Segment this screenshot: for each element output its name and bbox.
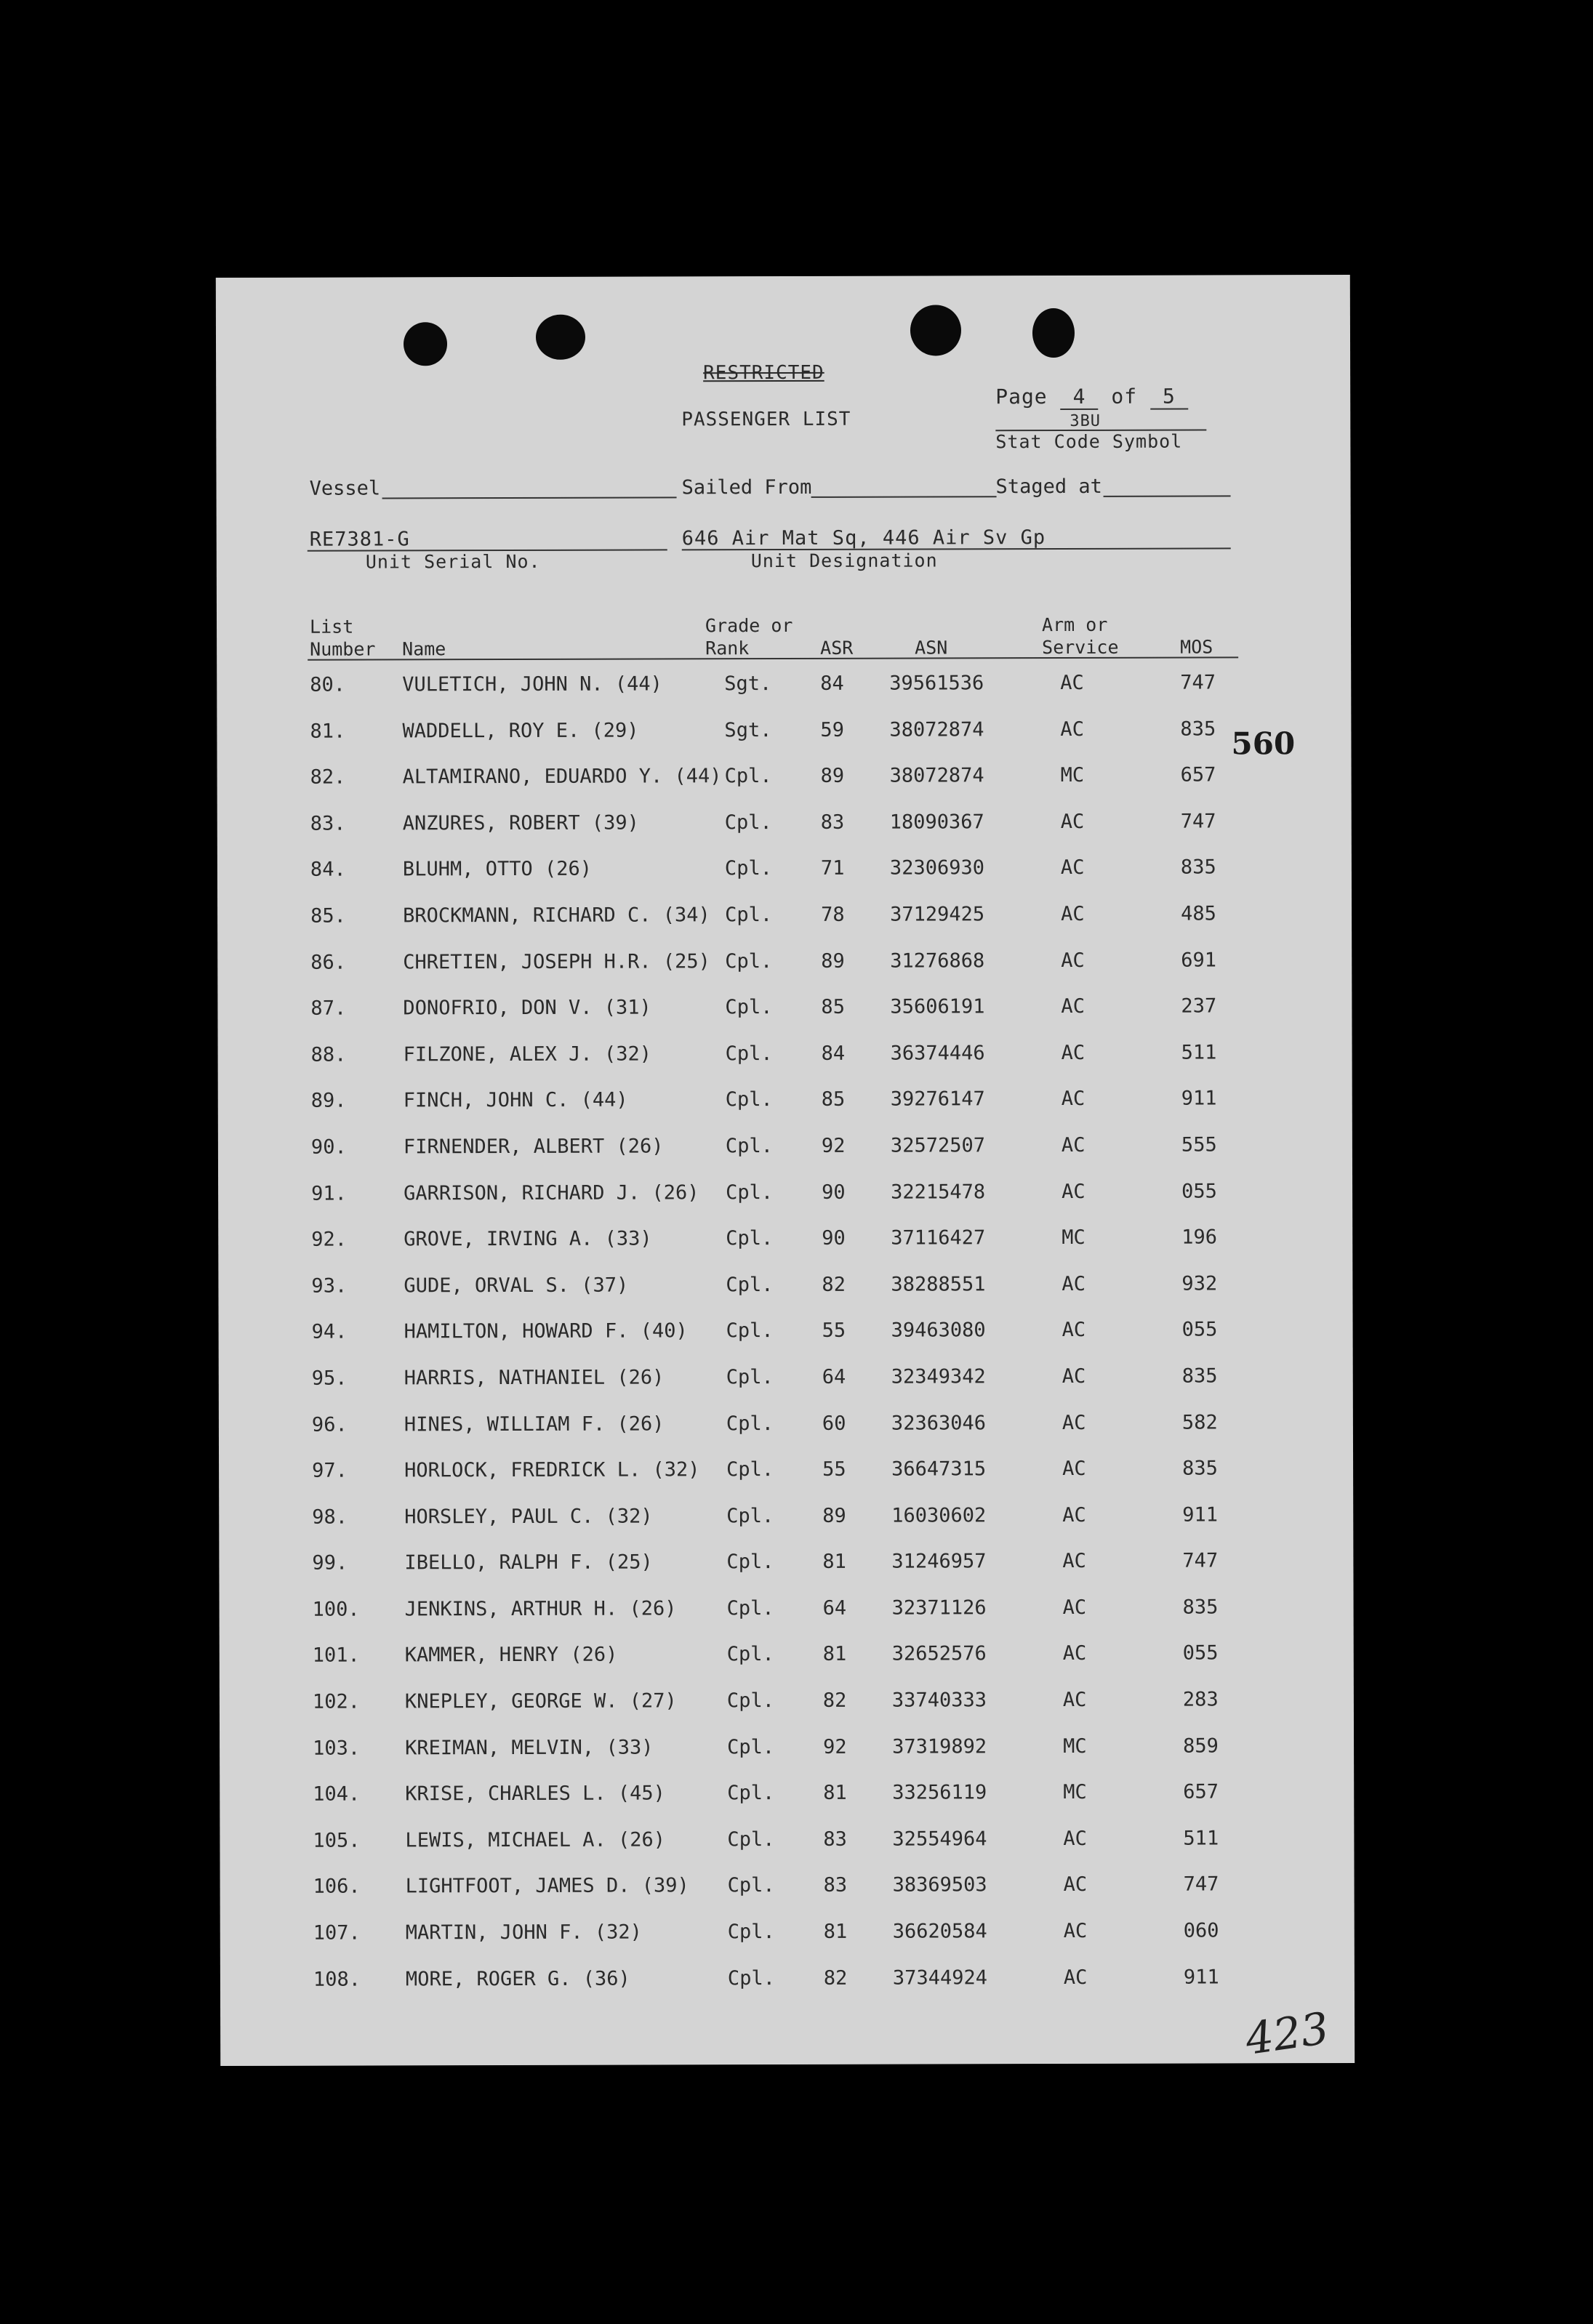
- staged-at-label: Staged at: [995, 475, 1102, 499]
- asn-cell: 39276147: [890, 1087, 985, 1111]
- column-header-name: Name: [402, 638, 446, 660]
- list-number-cell: 83.: [310, 812, 346, 835]
- asn-cell: 32572507: [890, 1134, 985, 1157]
- asr-cell: 83: [823, 1828, 847, 1851]
- passenger-name-cell: HORLOCK, FREDRICK L. (32): [404, 1458, 700, 1482]
- grade-cell: Cpl.: [724, 765, 772, 788]
- arm-service-cell: AC: [1062, 1503, 1086, 1527]
- passenger-name-cell: BLUHM, OTTO (26): [402, 858, 593, 881]
- punch-hole: [536, 315, 585, 360]
- arm-service-cell: AC: [1063, 1919, 1088, 1943]
- mos-cell: 055: [1181, 1179, 1217, 1203]
- asr-cell: 83: [820, 811, 845, 834]
- asr-cell: 55: [822, 1319, 846, 1343]
- asr-cell: 85: [821, 995, 845, 1019]
- list-number-cell: 85.: [310, 904, 346, 928]
- header-text: Arm or: [1041, 614, 1108, 636]
- asn-cell: 31276868: [890, 949, 985, 973]
- list-number-cell: 93.: [311, 1274, 348, 1298]
- asr-cell: 90: [822, 1226, 846, 1250]
- table-row: [219, 1457, 1353, 1506]
- asr-cell: 55: [822, 1457, 846, 1481]
- list-number-cell: 107.: [313, 1921, 361, 1945]
- mos-cell: 835: [1181, 1364, 1218, 1388]
- arm-service-cell: AC: [1063, 1873, 1088, 1897]
- header-text: List: [310, 616, 354, 638]
- asn-cell: 31246957: [891, 1550, 987, 1573]
- passenger-name-cell: HAMILTON, HOWARD F. (40): [404, 1319, 688, 1343]
- table-row: [218, 1179, 1352, 1229]
- list-number-cell: 92.: [311, 1228, 348, 1251]
- passenger-name-cell: MORE, ROGER G. (36): [405, 1967, 630, 1990]
- asn-cell: 37344924: [892, 1966, 987, 1990]
- column-header-list-number: [310, 615, 375, 660]
- asr-cell: 71: [820, 857, 845, 880]
- asn-cell: 36620584: [892, 1920, 987, 1943]
- arm-service-cell: AC: [1062, 1411, 1086, 1434]
- mos-cell: 691: [1181, 949, 1217, 972]
- unit-serial-value: RE7381-G: [309, 528, 410, 551]
- list-number-cell: 97.: [312, 1459, 348, 1482]
- table-row: [220, 1873, 1355, 1922]
- mos-cell: 835: [1182, 1457, 1218, 1480]
- staged-at-line: [1104, 495, 1231, 496]
- grade-cell: Cpl.: [724, 857, 772, 880]
- mos-cell: 747: [1182, 1549, 1219, 1572]
- asn-cell: 37319892: [892, 1734, 987, 1758]
- column-header-grade: [705, 614, 793, 659]
- grade-cell: Cpl.: [726, 1227, 774, 1250]
- column-header-mos: MOS: [1180, 636, 1213, 658]
- asr-cell: 81: [823, 1782, 847, 1805]
- passenger-name-cell: BROCKMANN, RICHARD C. (34): [403, 904, 710, 928]
- asn-cell: 37129425: [890, 903, 985, 926]
- list-number-cell: 102.: [312, 1690, 360, 1713]
- punch-hole: [910, 305, 961, 355]
- unit-designation-value: 646 Air Mat Sq, 446 Air Sv Gp: [681, 526, 1046, 550]
- arm-service-cell: AC: [1062, 1688, 1087, 1712]
- of-label: of: [1111, 384, 1138, 409]
- asr-cell: 59: [820, 718, 844, 741]
- list-number-cell: 99.: [312, 1551, 348, 1575]
- list-number-cell: 94.: [311, 1320, 348, 1344]
- grade-cell: Cpl.: [725, 1042, 773, 1065]
- table-row: [220, 1641, 1354, 1691]
- passenger-name-cell: KREIMAN, MELVIN, (33): [405, 1736, 654, 1760]
- list-number-cell: 101.: [312, 1644, 360, 1668]
- mos-cell: 932: [1181, 1272, 1218, 1295]
- arm-service-cell: AC: [1062, 1364, 1086, 1388]
- arm-service-cell: AC: [1062, 1596, 1087, 1619]
- arm-service-cell: AC: [1061, 1041, 1086, 1064]
- passenger-name-cell: WADDELL, ROY E. (29): [402, 719, 639, 742]
- asn-cell: 39463080: [891, 1319, 986, 1342]
- arm-service-cell: AC: [1061, 949, 1085, 972]
- list-number-cell: 103.: [313, 1737, 361, 1760]
- mos-cell: 657: [1183, 1780, 1219, 1804]
- grade-cell: Cpl.: [727, 1966, 775, 1990]
- mos-cell: 835: [1182, 1596, 1219, 1619]
- passenger-name-cell: KRISE, CHARLES L. (45): [405, 1782, 665, 1806]
- asr-cell: 64: [822, 1365, 846, 1388]
- table-row: [217, 810, 1352, 859]
- passenger-name-cell: IBELLO, RALPH F. (25): [404, 1551, 653, 1575]
- mos-cell: 747: [1183, 1873, 1219, 1897]
- asn-cell: 37116427: [891, 1226, 986, 1250]
- arm-service-cell: AC: [1061, 1087, 1086, 1111]
- asn-cell: 36647315: [891, 1457, 987, 1481]
- header-text: Rank: [705, 638, 750, 659]
- asr-cell: 81: [822, 1551, 846, 1574]
- arm-service-cell: AC: [1060, 717, 1084, 741]
- grade-cell: Sgt.: [724, 718, 772, 741]
- page-total: 5: [1150, 385, 1188, 410]
- grade-cell: Cpl.: [726, 1596, 774, 1620]
- arm-service-cell: MC: [1062, 1226, 1086, 1250]
- column-header-asn: ASN: [915, 637, 948, 659]
- grade-cell: Cpl.: [726, 1643, 774, 1666]
- mos-cell: 911: [1183, 1966, 1219, 1989]
- grade-cell: Cpl.: [726, 1181, 774, 1204]
- grade-cell: Cpl.: [724, 811, 772, 834]
- grade-cell: Sgt.: [724, 672, 772, 696]
- asn-cell: 38369503: [892, 1873, 987, 1897]
- asn-cell: 38072874: [889, 764, 984, 787]
- table-row: [219, 1318, 1353, 1367]
- punch-hole: [1032, 308, 1075, 358]
- table-row: [217, 949, 1352, 998]
- list-number-cell: 108.: [313, 1968, 361, 1991]
- mos-cell: 747: [1180, 671, 1216, 694]
- passenger-name-cell: DONOFRIO, DON V. (31): [403, 996, 651, 1020]
- passenger-name-cell: FIRNENDER, ALBERT (26): [403, 1135, 664, 1159]
- arm-service-cell: AC: [1063, 1827, 1087, 1850]
- passenger-name-cell: HARRIS, NATHANIEL (26): [404, 1366, 665, 1390]
- table-row: [219, 1549, 1353, 1599]
- grade-cell: Cpl.: [727, 1782, 775, 1805]
- arm-service-cell: AC: [1060, 856, 1085, 880]
- page-label: Page: [995, 385, 1048, 409]
- asn-cell: 32215478: [891, 1180, 986, 1204]
- grade-cell: Cpl.: [727, 1874, 775, 1897]
- list-number-cell: 106.: [313, 1875, 361, 1899]
- passenger-name-cell: GROVE, IRVING A. (33): [404, 1227, 652, 1251]
- sailed-from-line: [811, 496, 997, 498]
- table-row: [217, 902, 1352, 952]
- document-title: PASSENGER LIST: [681, 408, 851, 431]
- asr-cell: 83: [823, 1874, 848, 1897]
- punch-hole: [404, 322, 447, 366]
- table-row: [217, 671, 1351, 720]
- passenger-name-cell: HORSLEY, PAUL C. (32): [404, 1505, 653, 1529]
- passenger-table: [217, 671, 1355, 2014]
- asn-cell: 33256119: [892, 1781, 987, 1804]
- passenger-name-cell: VULETICH, JOHN N. (44): [402, 672, 662, 696]
- list-number-cell: 90.: [310, 1135, 347, 1159]
- mos-cell: 060: [1183, 1919, 1219, 1942]
- asr-cell: 90: [822, 1181, 846, 1204]
- mos-cell: 055: [1181, 1318, 1218, 1341]
- grade-cell: Cpl.: [727, 1921, 775, 1944]
- asr-cell: 82: [822, 1689, 847, 1712]
- mos-cell: 511: [1181, 1041, 1217, 1064]
- arm-service-cell: AC: [1060, 671, 1084, 695]
- asr-cell: 60: [822, 1412, 846, 1435]
- asn-cell: 16030602: [891, 1503, 987, 1527]
- passenger-name-cell: KAMMER, HENRY (26): [404, 1644, 618, 1667]
- column-header-asr: ASR: [820, 637, 854, 659]
- handwritten-number: 423: [1242, 2003, 1333, 2065]
- asn-cell: 18090367: [889, 811, 984, 834]
- arm-service-cell: AC: [1061, 902, 1085, 925]
- document-page: [216, 275, 1355, 2066]
- list-number-cell: 104.: [313, 1782, 361, 1806]
- table-row: [220, 1827, 1354, 1876]
- grade-cell: Cpl.: [727, 1828, 775, 1851]
- table-row: [218, 1272, 1352, 1322]
- table-row: [220, 1919, 1355, 1969]
- list-number-cell: 91.: [311, 1182, 347, 1205]
- mos-cell: 747: [1180, 810, 1216, 833]
- passenger-name-cell: LIGHTFOOT, JAMES D. (39): [405, 1874, 689, 1898]
- asr-cell: 81: [822, 1643, 847, 1666]
- grade-cell: Cpl.: [725, 996, 773, 1019]
- list-number-cell: 98.: [312, 1505, 348, 1529]
- list-number-cell: 84.: [310, 858, 346, 882]
- table-row: [217, 994, 1352, 1044]
- grade-cell: Cpl.: [726, 1504, 774, 1527]
- stat-code-label: Stat Code Symbol: [995, 430, 1183, 453]
- table-row: [220, 1780, 1354, 1830]
- arm-service-cell: AC: [1062, 1272, 1086, 1295]
- grade-cell: Cpl.: [726, 1365, 774, 1389]
- mos-cell: 055: [1182, 1641, 1219, 1665]
- arm-service-cell: MC: [1063, 1781, 1087, 1804]
- table-row: [220, 1688, 1354, 1737]
- arm-service-cell: AC: [1060, 810, 1085, 833]
- passenger-name-cell: LEWIS, MICHAEL A. (26): [405, 1828, 666, 1852]
- page-number: 4: [1060, 385, 1098, 410]
- asr-cell: 85: [821, 1088, 846, 1111]
- mos-cell: 911: [1182, 1503, 1219, 1527]
- asr-cell: 82: [823, 1966, 848, 1990]
- mos-cell: 657: [1180, 763, 1216, 787]
- arm-service-cell: AC: [1061, 1133, 1086, 1157]
- list-number-cell: 82.: [310, 765, 346, 789]
- mos-cell: 582: [1181, 1410, 1218, 1434]
- passenger-name-cell: HINES, WILLIAM F. (26): [404, 1412, 665, 1436]
- asn-cell: 39561536: [889, 672, 984, 695]
- header-text: Number: [310, 638, 376, 660]
- page-indicator: [995, 385, 1188, 411]
- mos-cell: 555: [1181, 1133, 1217, 1157]
- grade-cell: Cpl.: [726, 1273, 774, 1296]
- unit-serial-label: Unit Serial No.: [365, 550, 541, 573]
- asr-cell: 78: [821, 903, 845, 926]
- list-number-cell: 89.: [310, 1089, 347, 1113]
- list-number-cell: 88.: [310, 1043, 347, 1066]
- list-number-cell: 87.: [310, 997, 347, 1020]
- list-number-cell: 80.: [310, 673, 346, 696]
- passenger-name-cell: JENKINS, ARTHUR H. (26): [404, 1597, 677, 1621]
- asn-cell: 32363046: [891, 1411, 986, 1435]
- grade-cell: Cpl.: [725, 1134, 773, 1158]
- mos-cell: 485: [1181, 902, 1216, 925]
- list-number-cell: 100.: [312, 1598, 360, 1621]
- asr-cell: 81: [823, 1920, 848, 1943]
- grade-cell: Cpl.: [725, 949, 773, 973]
- grade-cell: Cpl.: [725, 1088, 773, 1111]
- passenger-name-cell: ALTAMIRANO, EDUARDO Y. (44): [402, 765, 722, 789]
- arm-service-cell: AC: [1062, 1642, 1087, 1665]
- grade-cell: Cpl.: [725, 904, 773, 927]
- table-row: [218, 1133, 1352, 1183]
- mos-cell: 835: [1180, 717, 1216, 741]
- table-row: [218, 1087, 1352, 1136]
- table-row: [220, 1734, 1354, 1784]
- asr-cell: 64: [822, 1596, 847, 1620]
- asn-cell: 36374446: [890, 1042, 985, 1065]
- asn-cell: 32371126: [891, 1596, 987, 1620]
- list-number-cell: 86.: [310, 951, 347, 974]
- asr-cell: 92: [823, 1735, 847, 1758]
- table-row: [220, 1966, 1355, 2015]
- table-row: [217, 856, 1352, 905]
- table-row: [219, 1503, 1353, 1553]
- passenger-name-cell: FILZONE, ALEX J. (32): [403, 1042, 651, 1066]
- asr-cell: 84: [820, 672, 844, 695]
- asn-cell: 33740333: [891, 1689, 987, 1712]
- asr-cell: 89: [820, 764, 845, 788]
- mos-cell: 283: [1182, 1688, 1219, 1711]
- header-text: Grade or: [705, 614, 793, 637]
- unit-designation-label: Unit Designation: [750, 550, 938, 572]
- table-row: [219, 1364, 1353, 1414]
- stamped-number: 560: [1231, 725, 1296, 762]
- asn-cell: 32349342: [891, 1365, 986, 1388]
- asr-cell: 89: [821, 949, 845, 973]
- arm-service-cell: AC: [1062, 1319, 1086, 1342]
- vessel-line: [382, 496, 677, 499]
- grade-cell: Cpl.: [726, 1689, 774, 1713]
- vessel-label: Vessel: [309, 477, 381, 500]
- asn-cell: 32554964: [892, 1828, 987, 1851]
- passenger-name-cell: MARTIN, JOHN F. (32): [405, 1921, 642, 1945]
- list-number-cell: 95.: [311, 1367, 348, 1390]
- asn-cell: 38288551: [891, 1272, 986, 1296]
- mos-cell: 911: [1181, 1087, 1217, 1110]
- arm-service-cell: AC: [1063, 1966, 1088, 1989]
- asr-cell: 92: [821, 1134, 846, 1157]
- asn-cell: 35606191: [890, 995, 985, 1018]
- grade-cell: Cpl.: [726, 1458, 774, 1481]
- header-rule: [308, 656, 1238, 660]
- arm-service-cell: AC: [1062, 1550, 1086, 1573]
- column-header-arm: [1042, 614, 1119, 659]
- asr-cell: 82: [822, 1273, 846, 1296]
- list-number-cell: 105.: [313, 1829, 361, 1852]
- list-number-cell: 81.: [310, 720, 346, 743]
- table-row: [218, 1226, 1352, 1275]
- asr-cell: 89: [822, 1504, 846, 1527]
- arm-service-cell: MC: [1063, 1734, 1087, 1758]
- asn-cell: 38072874: [889, 717, 984, 741]
- passenger-name-cell: CHRETIEN, JOSEPH H.R. (25): [403, 949, 710, 973]
- grade-cell: Cpl.: [726, 1551, 774, 1574]
- table-row: [217, 763, 1352, 813]
- passenger-name-cell: FINCH, JOHN C. (44): [403, 1088, 628, 1112]
- mos-cell: 835: [1180, 856, 1216, 879]
- arm-service-cell: AC: [1062, 1180, 1086, 1203]
- mos-cell: 859: [1183, 1734, 1219, 1758]
- arm-service-cell: MC: [1060, 764, 1085, 787]
- asn-cell: 32652576: [891, 1642, 987, 1666]
- asr-cell: 84: [821, 1042, 846, 1065]
- mos-cell: 237: [1181, 994, 1217, 1018]
- mos-cell: 511: [1183, 1827, 1219, 1850]
- passenger-name-cell: KNEPLEY, GEORGE W. (27): [404, 1689, 677, 1713]
- passenger-name-cell: GARRISON, RICHARD J. (26): [404, 1181, 699, 1205]
- arm-service-cell: AC: [1062, 1457, 1086, 1481]
- passenger-name-cell: ANZURES, ROBERT (39): [402, 811, 639, 835]
- list-number-cell: 96.: [311, 1413, 348, 1436]
- passenger-name-cell: GUDE, ORVAL S. (37): [404, 1274, 629, 1298]
- table-row: [218, 1041, 1352, 1090]
- header-text: Service: [1042, 636, 1119, 659]
- table-row: [220, 1596, 1354, 1645]
- grade-cell: Cpl.: [726, 1319, 774, 1343]
- sailed-from-label: Sailed From: [681, 475, 812, 499]
- mos-cell: 196: [1181, 1226, 1218, 1249]
- arm-service-cell: AC: [1061, 995, 1085, 1018]
- grade-cell: Cpl.: [726, 1412, 774, 1435]
- grade-cell: Cpl.: [727, 1735, 775, 1758]
- stat-code-symbol: 3BU: [1070, 411, 1102, 430]
- restricted-heading: RESTRICTED: [703, 361, 824, 385]
- table-row: [217, 717, 1351, 767]
- table-row: [219, 1410, 1353, 1460]
- asn-cell: 32306930: [889, 856, 984, 880]
